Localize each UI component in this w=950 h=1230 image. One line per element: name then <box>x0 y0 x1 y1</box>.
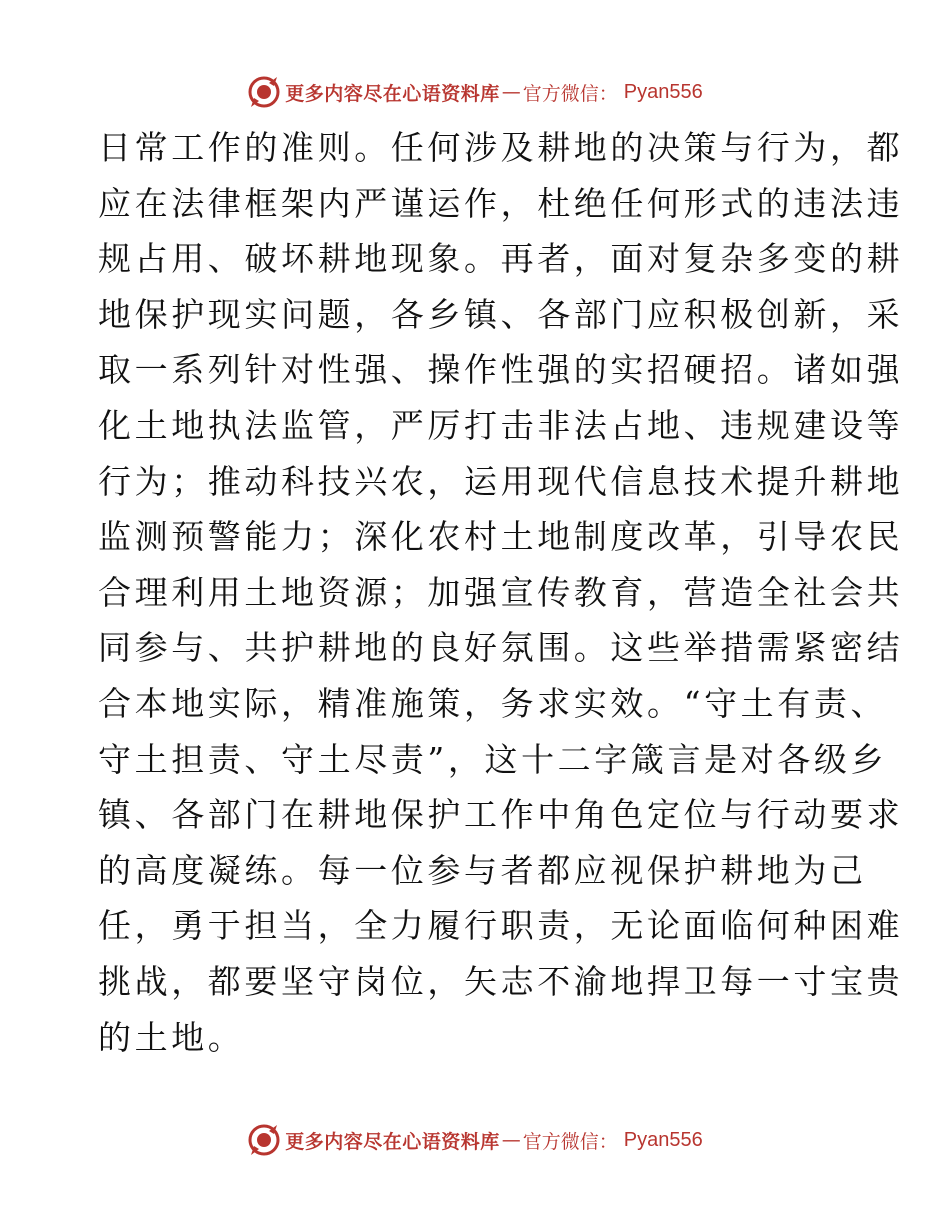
text-line: 地保护现实问题，各乡镇、各部门应积极创新，采 <box>98 294 904 334</box>
text-line: 合本地实际，精准施策，务求实效。“守土有责、 <box>98 683 888 723</box>
seal-logo-icon <box>247 75 281 109</box>
header-watermark-separator: — <box>501 81 521 103</box>
text-line: 的土地。 <box>98 1017 245 1057</box>
text-line: 应在法律框架内严谨运作，杜绝任何形式的违法违 <box>98 183 904 223</box>
footer-watermark <box>0 1120 950 1160</box>
text-line: 挑战，都要坚守岗位，矢志不渝地捍卫每一寸宝贵 <box>98 961 904 1001</box>
header-watermark <box>0 72 950 112</box>
text-line: 镇、各部门在耕地保护工作中角色定位与行动要求 <box>98 795 904 835</box>
text-line: 任，勇于担当，全力履行职责，无论面临何种困难 <box>98 906 904 946</box>
header-watermark-id: Pyan556 <box>623 80 703 103</box>
text-line: 的高度凝练。每一位参与者都应视保护耕地为己 <box>98 850 867 890</box>
text-line: 守土担责、守土尽责”，这十二字箴言是对各级乡 <box>98 739 888 779</box>
footer-watermark-label: 官方微信： <box>522 1130 618 1153</box>
text-line: 化土地执法监管，严厉打击非法占地、违规建设等 <box>98 405 904 445</box>
footer-watermark-id: Pyan556 <box>623 1128 703 1151</box>
footer-watermark-text: 更多内容尽在心语资料库 <box>285 1130 500 1153</box>
text-line: 日常工作的准则。任何涉及耕地的决策与行为，都 <box>98 128 904 167</box>
seal-logo-icon <box>247 1123 281 1157</box>
text-line: 监测预警能力；深化农村土地制度改革，引导农民 <box>98 517 904 557</box>
body-text <box>98 120 904 1065</box>
text-line: 同参与、共护耕地的良好氛围。这些举措需紧密结 <box>98 628 904 668</box>
text-line: 行为；推动科技兴农，运用现代信息技术提升耕地 <box>98 461 904 501</box>
header-watermark-label: 官方微信： <box>522 82 618 105</box>
text-line: 规占用、破坏耕地现象。再者，面对复杂多变的耕 <box>98 239 904 279</box>
text-line: 合理利用土地资源；加强宣传教育，营造全社会共 <box>98 572 904 612</box>
header-watermark-text: 更多内容尽在心语资料库 <box>285 82 500 105</box>
footer-watermark-separator: — <box>501 1129 521 1151</box>
text-line: 取一系列针对性强、操作性强的实招硬招。诸如强 <box>98 350 904 390</box>
